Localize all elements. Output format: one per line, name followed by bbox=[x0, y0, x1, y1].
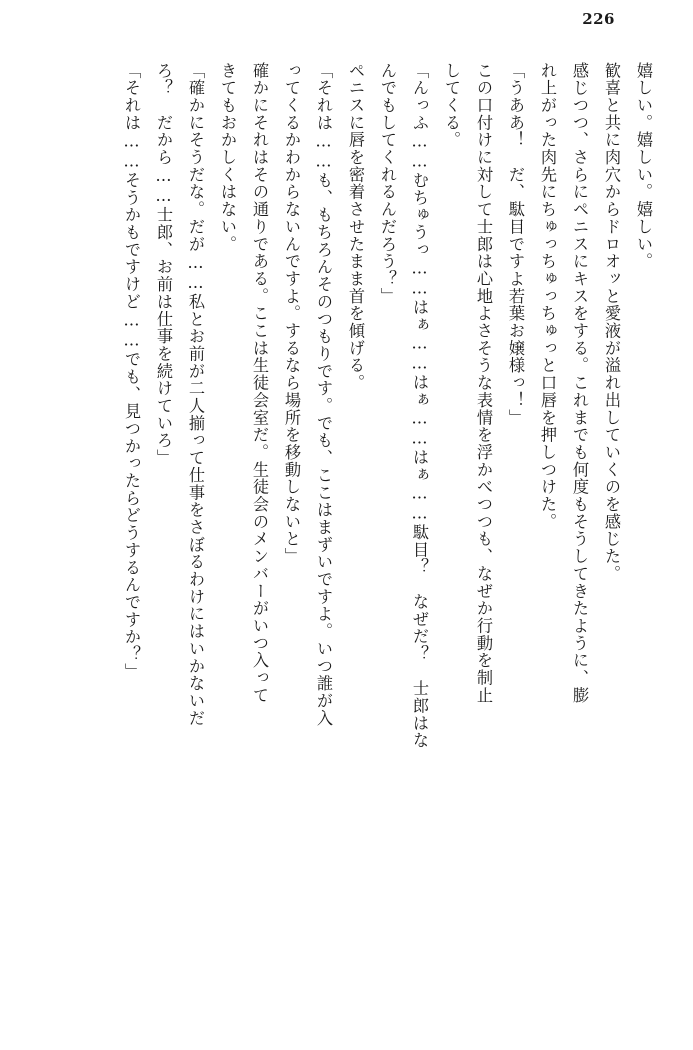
text-column: 嬉しい。嬉しい。嬉しい。 bbox=[634, 62, 653, 271]
vertical-text-body bbox=[34, 62, 659, 1022]
text-column: 「んっふ……むちゅうっ……はぁ……はぁ……はぁ……駄目？ なぜだ？ 士郎はな bbox=[410, 62, 429, 750]
text-column: 「それは……そうかもですけど……でも、見つかったらどうするんですか？」 bbox=[122, 62, 141, 681]
text-column: 「確かにそうだな。だが……私とお前が二人揃って仕事をさぼるわけにはいかないだ bbox=[186, 62, 205, 727]
text-column: ろ？ だから……士郎、お前は仕事を続けていろ」 bbox=[154, 62, 173, 467]
text-column: この口付けに対して士郎は心地よさそうな表情を浮かべつつも、なぜか行動を制止 bbox=[474, 62, 493, 704]
text-column: れ上がった肉先にちゅっちゅっちゅっと口唇を押しつけた。 bbox=[538, 62, 557, 531]
text-column: 歓喜と共に肉穴からドロオッと愛液が溢れ出していくのを感じた。 bbox=[602, 62, 621, 583]
page-number: 226 bbox=[582, 10, 615, 28]
text-column: 「それは……も、もちろんそのつもりです。でも、ここはまずいですよ。いつ誰が入 bbox=[314, 62, 333, 727]
text-column: ってくるかわからないんですよ。するなら場所を移動しないと」 bbox=[282, 62, 301, 566]
text-column: 「うああ！ だ、駄目ですよ若葉お嬢様っ！」 bbox=[506, 62, 525, 427]
text-column: んでもしてくれるんだろう？」 bbox=[378, 62, 397, 305]
text-column: してくる。 bbox=[442, 62, 461, 149]
text-column: ペニスに唇を密着させたまま首を傾げる。 bbox=[346, 62, 365, 392]
text-column: 確かにそれはその通りである。ここは生徒会室だ。生徒会のメンバーがいつ入って bbox=[250, 62, 269, 704]
text-column: 感じつつ、さらにペニスにキスをする。これまでも何度もそうしてきたように、膨 bbox=[570, 62, 589, 704]
text-column: きてもおかしくはない。 bbox=[218, 62, 237, 253]
